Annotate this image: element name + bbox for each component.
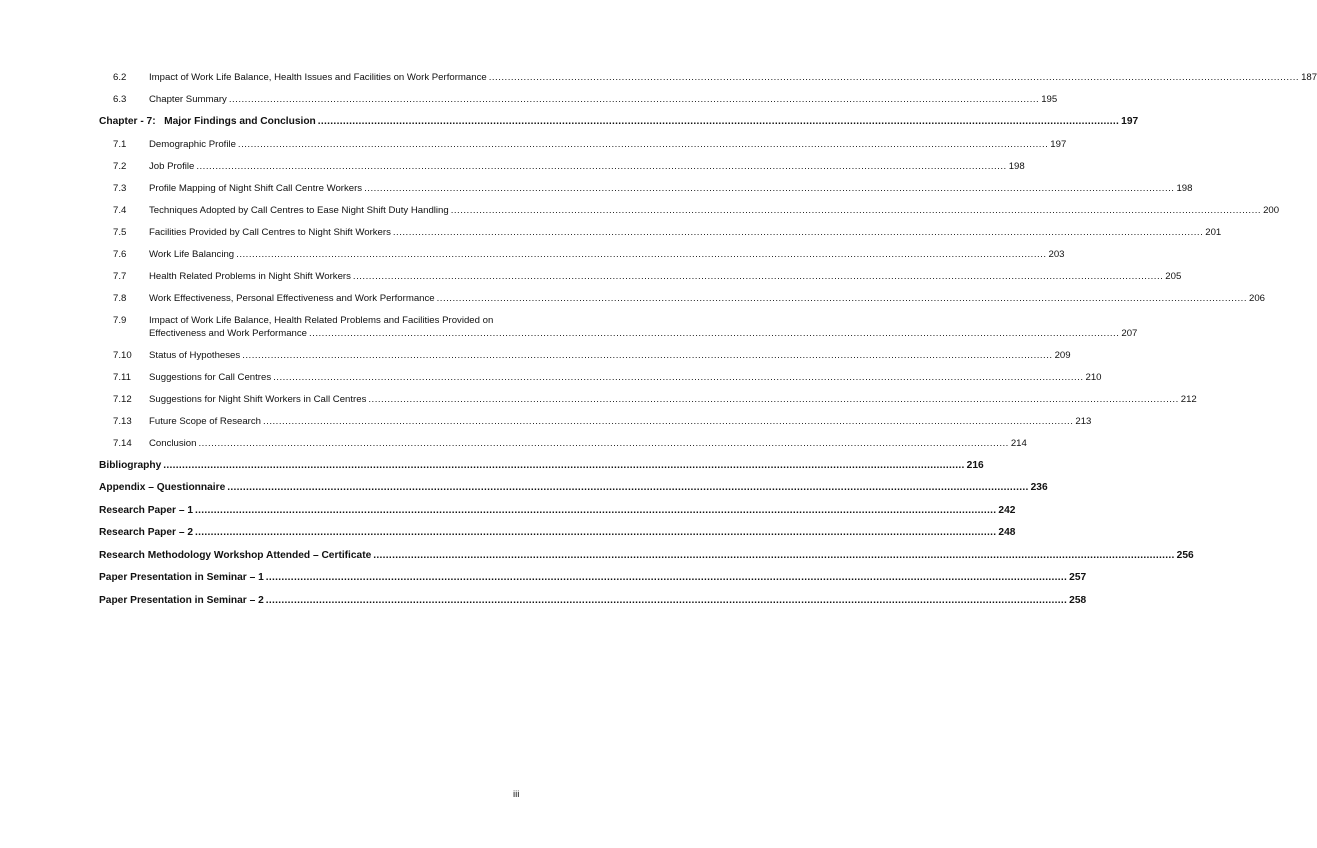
toc-entry-title: Status of Hypotheses (149, 349, 241, 361)
toc-leader (318, 115, 1119, 128)
toc-entry-number: 7.12 (113, 393, 132, 405)
toc-leader (163, 459, 964, 472)
toc-entry-number: 7.1 (113, 138, 127, 150)
toc-entry-number: 7.13 (113, 415, 132, 427)
toc-entry-page: 198 (1008, 160, 1025, 172)
toc-entry-number: 6.3 (113, 94, 127, 105)
toc-entry-page: 212 (1180, 393, 1197, 405)
toc-entry-page: 207 (1121, 327, 1138, 339)
toc-entry (106, 226, 1222, 239)
toc-entry-title: Suggestions for Night Shift Workers in Call Centres (149, 393, 367, 405)
toc-entry-page: 216 (966, 459, 984, 471)
toc-entry-number: 7.4 (113, 204, 127, 216)
toc-entry-page: 187 (1301, 72, 1317, 83)
toc-entry-number: 7.9 (113, 314, 127, 326)
toc-entry-page: 258 (1069, 594, 1087, 606)
toc-entry-page: 200 (1263, 204, 1280, 216)
toc-leader (198, 437, 1008, 450)
toc-entry-title-continued: Effectiveness and Work Performance (149, 327, 308, 339)
toc-entry-page: 197 (1050, 138, 1067, 150)
toc-entry-page: 198 (1176, 182, 1193, 194)
toc-entry-title: Demographic Profile (149, 138, 236, 150)
toc-leader (437, 292, 1247, 305)
toc-main-entry (99, 526, 1016, 539)
toc-entry-page: 214 (1010, 437, 1027, 449)
toc-entry-page: 197 (1121, 116, 1139, 127)
toc-entry-title: Conclusion (149, 437, 197, 449)
toc-leader (242, 349, 1052, 362)
toc-entry-title: Appendix – Questionnaire (99, 482, 226, 493)
toc-entry-number: 7.6 (113, 248, 127, 260)
toc-entry-number: 6.2 (113, 72, 127, 83)
toc-entry (106, 349, 1071, 362)
toc-entry-title: Techniques Adopted by Call Centres to Ease Night Shift Duty Handling (149, 204, 449, 216)
toc-leader (451, 204, 1261, 217)
toc-entry-page: 242 (998, 504, 1016, 516)
toc-entry-number: 7.5 (113, 226, 127, 238)
toc-entry-page: 236 (1030, 482, 1048, 493)
toc-entry-title: Work Effectiveness, Personal Effectiveness and Work Performance (149, 292, 435, 304)
toc-entry-title: Profile Mapping of Night Shift Call Centre Workers (149, 182, 363, 194)
toc-entry-body (149, 314, 1137, 340)
toc-leader (236, 248, 1046, 261)
toc-entry-title: Work Life Balancing (149, 248, 235, 260)
toc-main-entry (99, 549, 1194, 562)
toc-entry-page: 257 (1069, 572, 1087, 583)
toc-entry (106, 292, 1266, 305)
toc-main-entry (99, 481, 1048, 494)
toc-entry-title: Facilities Provided by Call Centres to Night Shift Workers (149, 226, 391, 238)
toc-main-entry (99, 571, 1087, 584)
toc-entry-title: Impact of Work Life Balance, Health Related Problems and Facilities Provided on (149, 314, 494, 326)
toc-entry (106, 182, 1193, 195)
toc-entry-title: Impact of Work Life Balance, Health Issues and Facilities on Work Performance (149, 72, 487, 83)
toc-entry-title: Future Scope of Research (149, 415, 261, 427)
toc-entry-title: Chapter Summary (149, 94, 227, 105)
toc-main-entry (99, 594, 1087, 607)
toc-entry-title: Research Paper – 2 (99, 527, 194, 538)
toc-entry-page: 195 (1041, 94, 1058, 105)
toc-entry-title: Paper Presentation in Seminar – 2 (99, 594, 264, 606)
toc-entry-number: 7.3 (113, 182, 127, 194)
toc-entry-page: 256 (1176, 549, 1194, 561)
toc-entry (106, 371, 1102, 384)
toc-entry (106, 248, 1065, 261)
toc-leader (266, 571, 1067, 584)
toc-leader (263, 415, 1073, 428)
toc-entry-number: 7.14 (113, 437, 132, 449)
toc-entry-title: Bibliography (99, 459, 162, 471)
toc-entry-number: 7.10 (113, 349, 132, 361)
toc-entry (106, 204, 1280, 217)
toc-leader (266, 594, 1067, 607)
toc-entry-number: 7.7 (113, 270, 127, 282)
toc-entry-page: 206 (1249, 292, 1266, 304)
toc-entry-number: 7.11 (113, 371, 131, 383)
toc-entry-title: Chapter - 7: Major Findings and Conclusion (99, 116, 316, 127)
toc-leader (373, 549, 1174, 562)
toc-entry (106, 93, 1058, 106)
toc-entry (106, 138, 1067, 151)
toc-entry-page: 201 (1205, 226, 1222, 238)
toc-entry (106, 314, 1138, 340)
toc-entry-title: Job Profile (149, 160, 195, 172)
toc-leader (229, 93, 1039, 106)
toc-entry-page: 213 (1075, 415, 1092, 427)
toc-leader (238, 138, 1048, 151)
toc-leader (273, 371, 1083, 384)
toc-main-entry (99, 459, 984, 472)
toc-entry-number: 7.8 (113, 292, 127, 304)
table-of-contents (99, 71, 1317, 616)
toc-entry-title: Paper Presentation in Seminar – 1 (99, 572, 264, 583)
toc-leader (353, 270, 1163, 283)
toc-entry (106, 71, 1317, 84)
toc-entry (106, 270, 1182, 283)
toc-entry-page: 205 (1165, 270, 1182, 282)
toc-entry-line2 (149, 327, 1137, 340)
toc-entry-page: 248 (998, 527, 1016, 538)
toc-entry-title: Research Methodology Workshop Attended – Certificate (99, 549, 372, 561)
toc-leader (309, 327, 1119, 340)
toc-leader (368, 393, 1178, 406)
toc-leader (489, 71, 1299, 84)
toc-leader (195, 526, 996, 539)
toc-entry (106, 415, 1092, 428)
toc-entry (106, 393, 1197, 406)
toc-entry-page: 203 (1048, 248, 1065, 260)
toc-leader (364, 182, 1174, 195)
toc-leader (195, 504, 996, 517)
toc-leader (393, 226, 1203, 239)
toc-leader (227, 481, 1028, 494)
toc-entry (106, 437, 1027, 450)
toc-entry (106, 160, 1025, 173)
toc-entry-title: Suggestions for Call Centres (149, 371, 272, 383)
toc-main-entry (99, 504, 1016, 517)
toc-entry-page: 210 (1085, 371, 1102, 383)
toc-chapter-entry (99, 115, 1139, 128)
toc-entry-page: 209 (1054, 349, 1071, 361)
toc-entry-title: Research Paper – 1 (99, 504, 194, 516)
toc-leader (196, 160, 1006, 173)
toc-entry-number: 7.2 (113, 160, 127, 172)
page-number: iii (513, 789, 520, 800)
toc-entry-title: Health Related Problems in Night Shift Workers (149, 270, 351, 282)
